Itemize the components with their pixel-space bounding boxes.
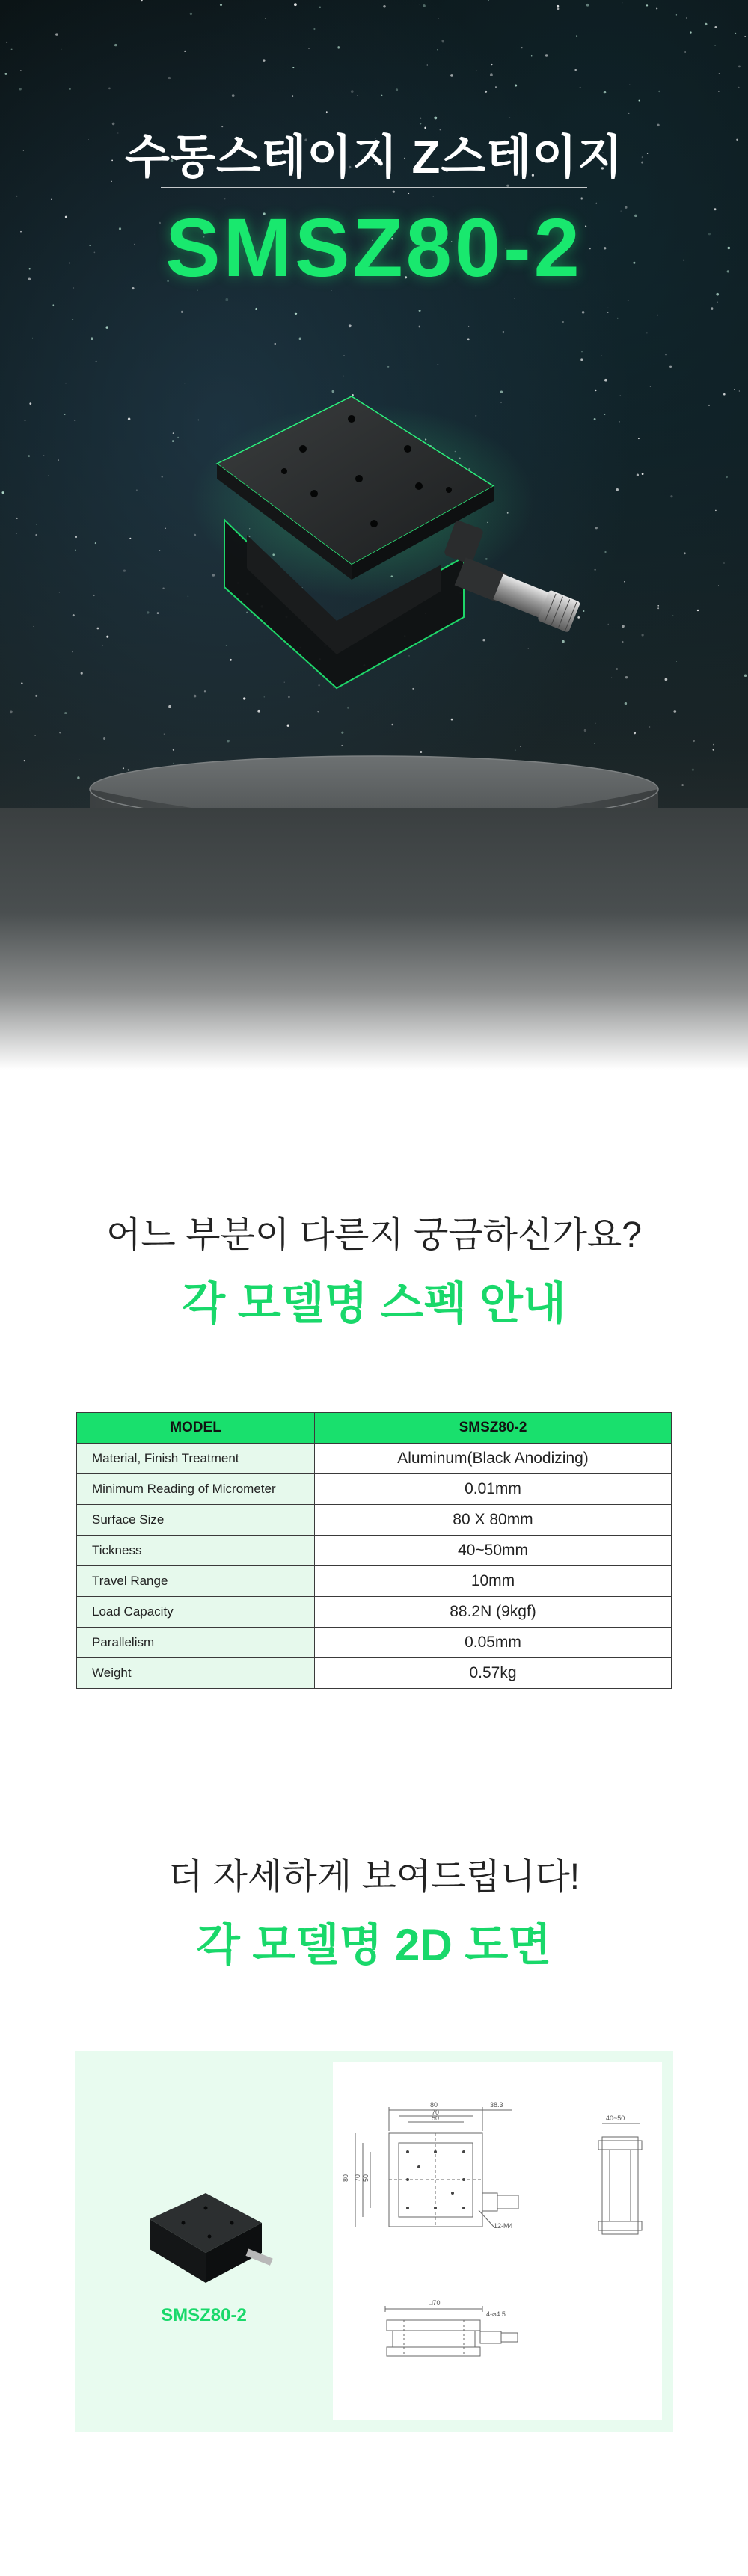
star (10, 49, 12, 50)
star (5, 73, 7, 75)
star (580, 87, 581, 88)
spec-value: Aluminum(Black Anodizing) (315, 1444, 672, 1474)
star (622, 3, 623, 4)
star (676, 14, 677, 15)
dim-width-70: 70 (432, 2109, 440, 2116)
star (61, 49, 62, 50)
star (490, 73, 493, 76)
star (581, 351, 583, 352)
star (509, 117, 510, 118)
star (20, 70, 21, 71)
product-thumbnail (142, 2186, 277, 2298)
star (393, 191, 395, 193)
table-row (77, 1536, 672, 1566)
star (562, 321, 564, 323)
dim-offset: 38.3 (490, 2101, 503, 2109)
star (744, 36, 746, 37)
spec-table-header-row (77, 1413, 672, 1444)
star (51, 198, 52, 200)
star (232, 94, 235, 97)
star (441, 40, 444, 42)
star (735, 33, 736, 34)
hero-divider (161, 187, 587, 188)
star (580, 358, 583, 361)
drawing-svg (333, 2062, 662, 2420)
star (686, 18, 687, 19)
spec-label: Weight (77, 1658, 315, 1689)
spec-table (76, 1412, 672, 1689)
star (343, 355, 345, 356)
spec-label: Tickness (77, 1536, 315, 1566)
drawing-panel (75, 2051, 673, 2432)
star (308, 48, 310, 49)
star (351, 90, 354, 93)
star (225, 298, 228, 301)
star (294, 3, 297, 6)
star (491, 64, 492, 65)
table-row (77, 1505, 672, 1536)
table-row (77, 1566, 672, 1597)
star (420, 117, 422, 119)
spec-question: 어느 부분이 다른지 궁금하신가요? (106, 1215, 642, 1255)
spec-header-label: MODEL (77, 1413, 315, 1444)
star (581, 197, 583, 199)
star (114, 44, 117, 46)
star (646, 4, 648, 6)
star (545, 54, 548, 56)
star (665, 354, 666, 355)
star (468, 326, 469, 327)
star (438, 18, 439, 19)
star (263, 59, 265, 61)
star (419, 326, 420, 328)
star (705, 23, 707, 25)
star (387, 366, 390, 368)
spec-value: 10mm (315, 1566, 672, 1597)
star (576, 35, 577, 37)
star (295, 313, 297, 315)
spec-section-header (0, 1206, 748, 1332)
star (639, 100, 640, 102)
star (337, 46, 340, 49)
spec-label: Travel Range (77, 1566, 315, 1597)
star (190, 13, 192, 15)
star (604, 91, 607, 94)
product-label: SMSZ80-2 (161, 2305, 247, 2325)
star (719, 73, 720, 74)
star (396, 88, 398, 91)
star (582, 311, 584, 313)
dim-height-50: 50 (362, 2174, 370, 2182)
star (6, 42, 7, 43)
star (515, 84, 517, 86)
dim-bottom-70: □70 (429, 2299, 441, 2307)
star (69, 88, 71, 90)
star (437, 49, 438, 51)
star (419, 310, 421, 312)
star (255, 308, 257, 310)
star (408, 193, 409, 194)
table-row (77, 1658, 672, 1689)
spec-value: 40~50mm (315, 1536, 672, 1566)
star (381, 95, 382, 96)
star (628, 300, 629, 301)
spec-label: Minimum Reading of Micrometer (77, 1474, 315, 1505)
table-row (77, 1474, 672, 1505)
dim-thickness: 40~50 (606, 2115, 625, 2122)
dim-height-80: 80 (342, 2174, 349, 2182)
star (168, 77, 171, 79)
star (714, 26, 717, 28)
star (495, 86, 497, 88)
spec-heading: 각 모델명 스펙 안내 (182, 1278, 566, 1328)
star (383, 5, 386, 8)
star (184, 51, 186, 52)
star (617, 318, 618, 319)
hero-subtitle: 수동스테이지 Z스테이지 (124, 132, 624, 183)
star (96, 361, 97, 362)
star (557, 7, 559, 10)
spec-label: Parallelism (77, 1628, 315, 1658)
star (292, 67, 294, 68)
dim-holes: 12-M4 (494, 2222, 513, 2230)
star (265, 18, 266, 19)
star (485, 91, 487, 93)
dim-width-50: 50 (432, 2115, 440, 2122)
star (349, 324, 352, 327)
star (427, 64, 428, 65)
star (531, 55, 533, 57)
star (557, 5, 559, 7)
star (714, 45, 716, 46)
star (105, 326, 108, 329)
star (292, 95, 293, 96)
ground-surface (0, 808, 748, 1070)
star (718, 91, 719, 92)
dim-bottom-holes: 4-⌀4.5 (486, 2310, 506, 2318)
star (521, 47, 522, 48)
spec-value: 0.05mm (315, 1628, 672, 1658)
star (586, 4, 589, 7)
star (488, 0, 489, 1)
star (601, 355, 602, 356)
star (438, 364, 439, 365)
star (52, 304, 54, 306)
spec-value: 0.57kg (315, 1658, 672, 1689)
star (224, 198, 225, 199)
table-row (77, 1597, 672, 1628)
star (738, 87, 739, 88)
hero-banner (0, 0, 748, 1070)
star (108, 88, 111, 90)
table-row (77, 1628, 672, 1658)
spec-label: Material, Finish Treatment (77, 1444, 315, 1474)
spec-value: 88.2N (9kgf) (315, 1597, 672, 1628)
star (434, 117, 437, 120)
star (220, 4, 222, 6)
star (299, 337, 301, 340)
star (72, 319, 73, 320)
star (16, 196, 17, 197)
star (275, 343, 276, 345)
star (141, 0, 143, 1)
star (419, 4, 420, 5)
star (32, 338, 33, 339)
star (656, 7, 657, 9)
star (711, 307, 714, 310)
drawing-heading: 각 모델명 2D 도면 (196, 1920, 552, 1970)
spec-label: Surface Size (77, 1505, 315, 1536)
star (658, 91, 660, 92)
star (319, 7, 321, 8)
dim-height-70: 70 (354, 2174, 361, 2182)
star (423, 4, 426, 7)
star (181, 311, 183, 313)
star (503, 331, 504, 333)
star (514, 298, 515, 299)
drawing-question: 더 자세하게 보여드립니다! (168, 1857, 580, 1897)
technical-drawing (333, 2062, 662, 2420)
star (468, 338, 470, 340)
star (433, 196, 434, 197)
star (313, 28, 315, 30)
star (628, 113, 629, 114)
dim-width-80: 80 (430, 2101, 438, 2109)
spec-value: 80 X 80mm (315, 1505, 672, 1536)
star (738, 66, 741, 68)
spec-label: Load Capacity (77, 1597, 315, 1628)
spec-value: 0.01mm (315, 1474, 672, 1505)
star (646, 332, 647, 333)
star (91, 337, 93, 340)
spec-header-value: SMSZ80-2 (315, 1413, 672, 1444)
star (326, 111, 328, 113)
star (450, 74, 453, 77)
star (357, 95, 358, 96)
star (19, 88, 22, 90)
table-row (77, 1444, 672, 1474)
star (55, 33, 58, 35)
star (607, 312, 609, 313)
drawing-section-header (0, 1847, 748, 1974)
star (574, 69, 577, 71)
star (684, 52, 686, 53)
star (690, 31, 691, 33)
star (669, 366, 672, 368)
hero-title: SMSZ80-2 (165, 202, 583, 294)
